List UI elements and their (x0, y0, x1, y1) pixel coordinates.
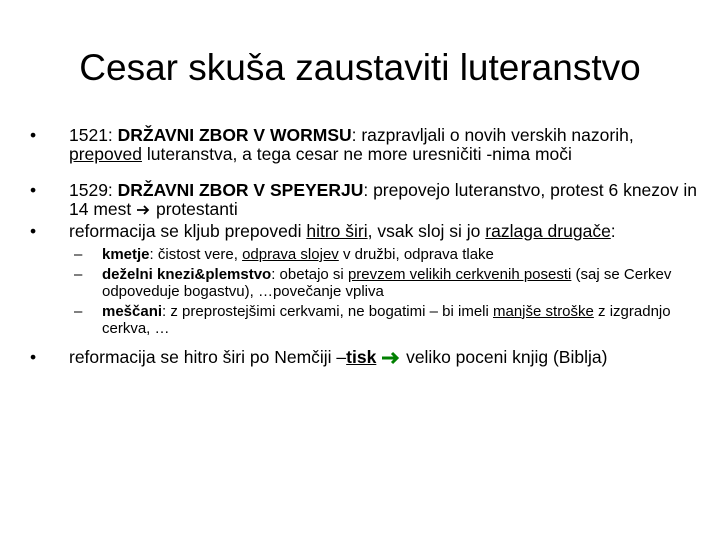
underlined-term: hitro širi (306, 221, 368, 241)
diet-speyer: DRŽAVNI ZBOR V SPEYERJU (117, 180, 364, 200)
sub-bullet-marker: – (74, 246, 83, 263)
bullet-text: reformacija se hitro širi po Nemčiji – (69, 346, 347, 367)
bullet-1529 (30, 181, 700, 219)
sub-bullet-peasants (30, 246, 700, 264)
bullet-text: protestanti (151, 199, 238, 219)
bullet-text: : razpravljali o novih verskih nazorih, (351, 125, 634, 145)
year-text: 1521: (69, 125, 118, 145)
bullet-marker: • (30, 221, 37, 241)
bullet-marker: • (30, 346, 37, 367)
bullet-marker: • (30, 180, 37, 200)
sub-bullet-text: : čistost vere, (149, 246, 243, 263)
sub-bullet-marker: – (74, 265, 83, 283)
underlined-term: prevzem velikih cerkvenih posesti (347, 265, 572, 283)
bullet-reformation-spread (30, 222, 700, 241)
bullet-1521 (30, 126, 700, 164)
underlined-term: manjše stroške (493, 302, 594, 320)
sub-bullet-marker: – (74, 302, 83, 320)
arrow-right-icon (381, 351, 401, 365)
underlined-term: razlaga drugače (485, 221, 611, 241)
underlined-term: prepoved (69, 144, 142, 164)
slide-title: Cesar skuša zaustaviti luteranstvo (79, 47, 641, 88)
bullet-text: : (610, 221, 616, 241)
underlined-term: odprava slojev (242, 246, 339, 263)
sub-bullet-text: v družbi, odprava tlake (338, 246, 494, 263)
bullet-printing (30, 348, 700, 367)
group-name: kmetje (102, 246, 150, 263)
group-name: deželni knezi&plemstvo (102, 265, 272, 283)
sub-bullet-nobility (30, 266, 700, 301)
sub-bullet-text: : obetajo si (271, 265, 348, 283)
bullet-text: reformacija se kljub prepovedi (69, 221, 307, 241)
year-text: 1529: (69, 180, 118, 200)
group-name: meščani (102, 302, 163, 320)
bullet-marker: • (30, 125, 37, 145)
bullet-text: luteranstva, a tega cesar ne more uresničiti -nima moči (141, 144, 572, 164)
arrow-right-icon (136, 204, 151, 216)
underlined-term: tisk (346, 346, 377, 367)
sub-bullet-text: (saj se Cerkev odpoveduje bogastvu), …povečanje vpliva (102, 265, 672, 300)
sub-bullet-burghers (30, 303, 700, 338)
sub-bullet-text: : z preprostejšimi cerkvami, ne bogatimi – bi imeli (162, 302, 493, 320)
bullet-text: : prepovejo luteranstvo, protest 6 knezov in 14 mest (69, 180, 698, 219)
bullet-text: , vsak sloj si jo (367, 221, 486, 241)
diet-worms: DRŽAVNI ZBOR V WORMSU (117, 125, 352, 145)
slide-content (30, 126, 700, 367)
bullet-text: veliko poceni knjig (Biblja) (401, 346, 608, 367)
sub-bullet-text: z izgradnjo cerkva, … (102, 302, 671, 337)
